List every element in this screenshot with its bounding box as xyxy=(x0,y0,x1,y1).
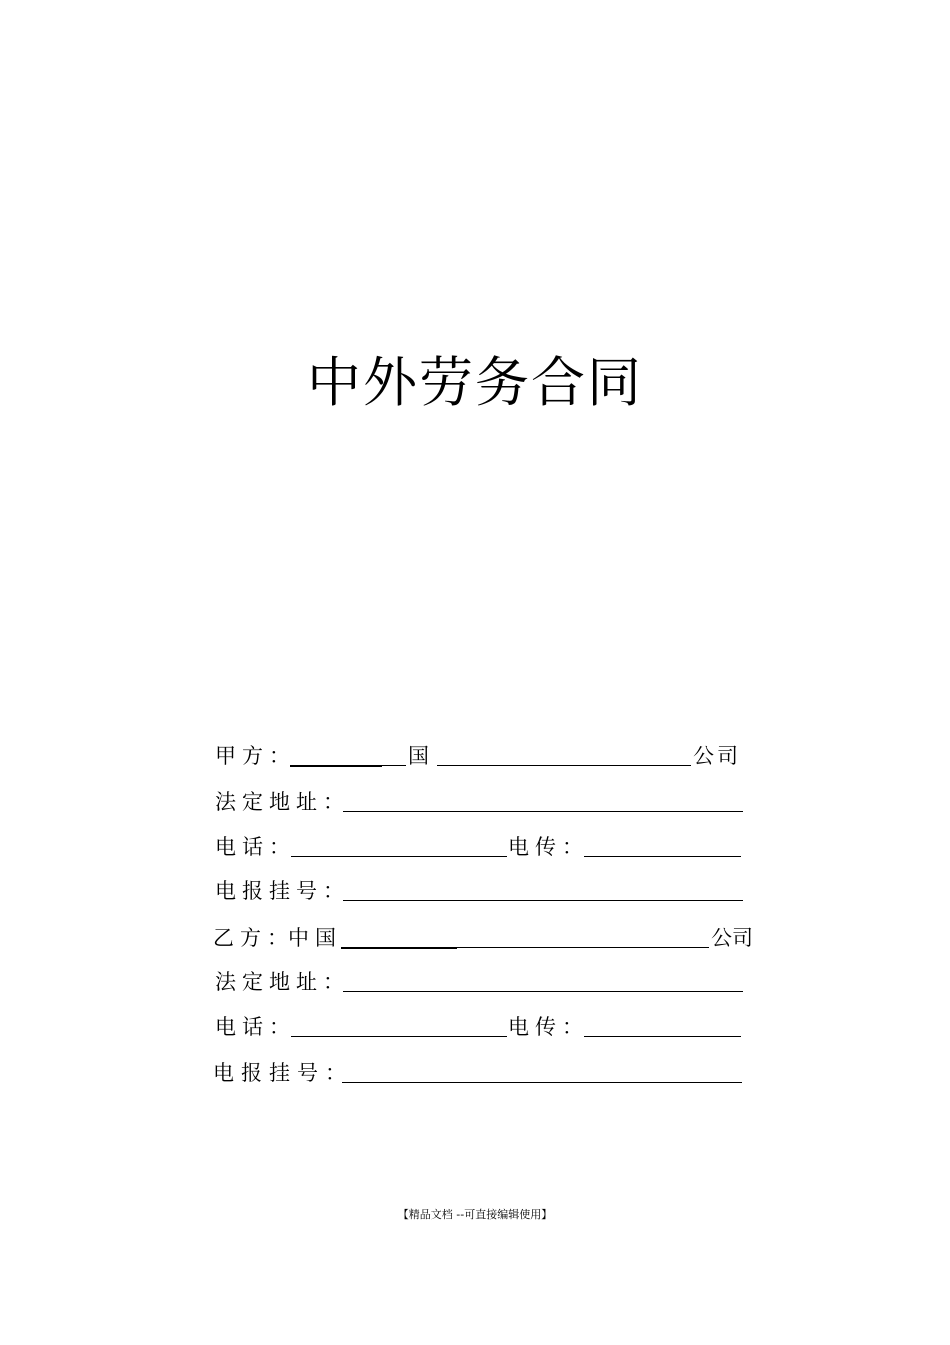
party-a-fax-label: 电传： xyxy=(508,835,589,859)
party-a-address-field[interactable] xyxy=(343,811,743,812)
party-a-fax-field[interactable] xyxy=(584,856,741,857)
party-b-fax-field[interactable] xyxy=(584,1036,741,1037)
party-a-label: 甲方： xyxy=(215,744,296,768)
party-b-telegraph-label: 电报挂号： xyxy=(213,1061,353,1085)
party-a-address-label: 法定地址： xyxy=(215,790,350,814)
party-a-row xyxy=(215,741,755,771)
party-b-telegraph-row xyxy=(213,1058,753,1088)
party-b-phone-row xyxy=(215,1012,755,1042)
document-title: 中外劳务合同 xyxy=(307,351,643,414)
party-b-company-field[interactable] xyxy=(341,947,457,949)
party-a-telegraph-row xyxy=(215,876,755,906)
party-a-phone-label: 电话： xyxy=(215,835,296,859)
footer-note: 【精品文档 --可直接编辑使用】 xyxy=(397,1208,553,1221)
party-b-telegraph-field[interactable] xyxy=(342,1082,742,1083)
party-b-phone-field[interactable] xyxy=(291,1036,507,1037)
party-a-company-suffix: 公司 xyxy=(693,744,741,768)
party-a-country-suffix: 国 xyxy=(408,744,435,768)
party-b-country: 中国 xyxy=(288,926,342,950)
party-b-address-field[interactable] xyxy=(343,991,743,992)
party-a-address-row xyxy=(215,787,755,817)
party-a-country-field[interactable] xyxy=(290,765,382,767)
party-a-telegraph-field[interactable] xyxy=(343,900,743,901)
party-a-phone-field[interactable] xyxy=(291,856,507,857)
party-a-company-field[interactable] xyxy=(437,765,691,766)
party-b-phone-label: 电话： xyxy=(215,1015,296,1039)
party-b-company-field-ext[interactable] xyxy=(457,947,709,948)
party-b-row xyxy=(213,923,773,953)
party-a-telegraph-label: 电报挂号： xyxy=(215,879,350,903)
party-b-address-row xyxy=(215,967,755,997)
party-b-fax-label: 电传： xyxy=(508,1015,589,1039)
party-a-phone-row xyxy=(215,832,755,862)
party-b-address-label: 法定地址： xyxy=(215,970,350,994)
party-b-label: 乙方： xyxy=(213,926,294,950)
party-a-country-field-ext[interactable] xyxy=(382,765,406,766)
party-b-company-suffix: 公司 xyxy=(711,926,753,950)
